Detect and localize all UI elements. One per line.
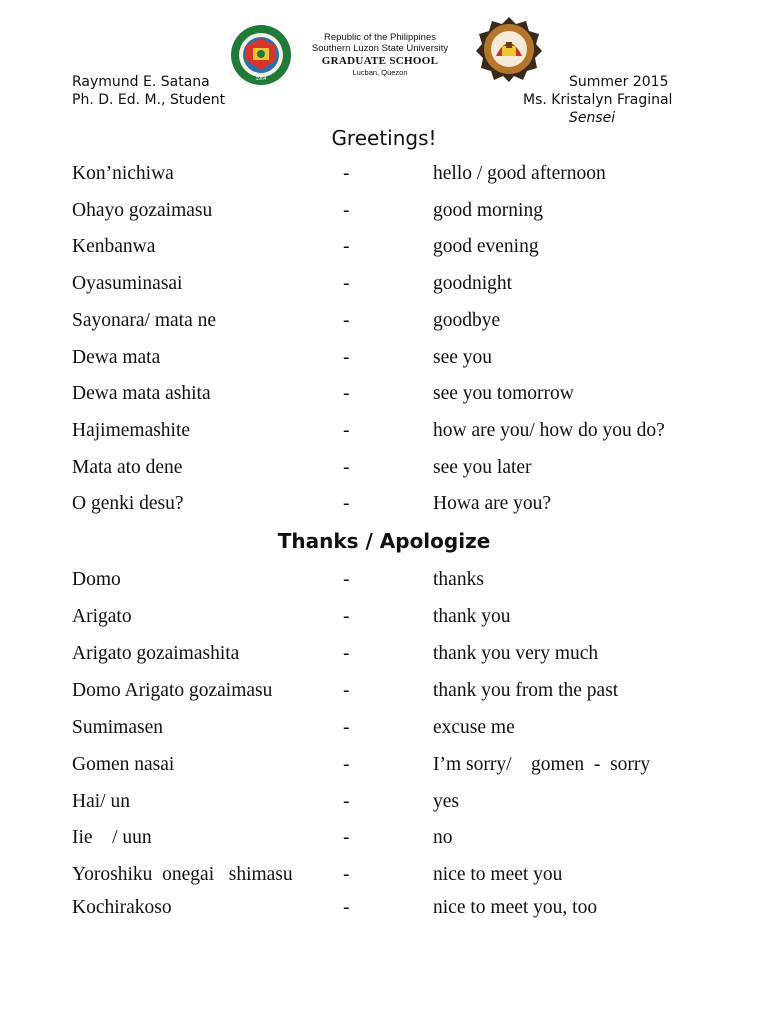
japanese-term: Hai/ un bbox=[72, 791, 130, 812]
japanese-term: Domo bbox=[72, 569, 121, 590]
institution-header bbox=[300, 32, 460, 78]
list-item bbox=[0, 236, 768, 262]
list-item bbox=[0, 754, 768, 780]
separator-dash: - bbox=[343, 310, 350, 331]
list-item bbox=[0, 791, 768, 817]
list-item bbox=[0, 493, 768, 519]
list-item bbox=[0, 569, 768, 595]
english-meaning: nice to meet you bbox=[433, 864, 563, 885]
list-item bbox=[0, 383, 768, 409]
japanese-term: Kon’nichiwa bbox=[72, 163, 174, 184]
english-meaning: good evening bbox=[433, 236, 539, 257]
japanese-term: Ohayo gozaimasu bbox=[72, 200, 213, 221]
english-meaning: thank you very much bbox=[433, 643, 599, 664]
japanese-term: Arigato gozaimashita bbox=[72, 643, 240, 664]
english-meaning: yes bbox=[433, 791, 459, 812]
japanese-term: Hajimemashite bbox=[72, 420, 191, 441]
separator-dash: - bbox=[343, 420, 350, 441]
english-meaning: good morning bbox=[433, 200, 543, 221]
list-item bbox=[0, 897, 768, 923]
english-meaning: I’m sorry/ gomen - sorry bbox=[433, 754, 651, 775]
list-item bbox=[0, 643, 768, 669]
separator-dash: - bbox=[343, 827, 350, 848]
list-item bbox=[0, 864, 768, 890]
japanese-term: Gomen nasai bbox=[72, 754, 175, 775]
teacher-title: Sensei bbox=[569, 110, 616, 126]
separator-dash: - bbox=[343, 457, 350, 478]
japanese-term: Kochirakoso bbox=[72, 897, 172, 918]
separator-dash: - bbox=[343, 897, 350, 918]
english-meaning: nice to meet you, too bbox=[433, 897, 598, 918]
list-item bbox=[0, 457, 768, 483]
japanese-term: Oyasuminasai bbox=[72, 273, 183, 294]
republic-line: Republic of the Philippines bbox=[324, 32, 436, 43]
list-item bbox=[0, 347, 768, 373]
thanks-apologize-title: Thanks / Apologize bbox=[277, 529, 491, 553]
japanese-term: O genki desu? bbox=[72, 493, 184, 514]
japanese-term: Mata ato dene bbox=[72, 457, 183, 478]
separator-dash: - bbox=[343, 754, 350, 775]
japanese-term: Sayonara/ mata ne bbox=[72, 310, 217, 331]
graduate-school-line: GRADUATE SCHOOL bbox=[321, 55, 439, 67]
japanese-term: Dewa mata ashita bbox=[72, 383, 211, 404]
japanese-term: Dewa mata bbox=[72, 347, 161, 368]
list-item bbox=[0, 606, 768, 632]
english-meaning: how are you/ how do you do? bbox=[433, 420, 665, 441]
separator-dash: - bbox=[343, 569, 350, 590]
separator-dash: - bbox=[343, 347, 350, 368]
separator-dash: - bbox=[343, 163, 350, 184]
author-role: Ph. D. Ed. M., Student bbox=[72, 92, 226, 108]
list-item bbox=[0, 200, 768, 226]
english-meaning: no bbox=[433, 827, 453, 848]
separator-dash: - bbox=[343, 236, 350, 257]
list-item bbox=[0, 273, 768, 299]
list-item bbox=[0, 163, 768, 189]
english-meaning: thank you from the past bbox=[433, 680, 619, 701]
english-meaning: see you later bbox=[433, 457, 532, 478]
separator-dash: - bbox=[343, 717, 350, 738]
english-meaning: see you bbox=[433, 347, 493, 368]
english-meaning: goodnight bbox=[433, 273, 513, 294]
separator-dash: - bbox=[343, 643, 350, 664]
term-label: Summer 2015 bbox=[569, 74, 669, 90]
separator-dash: - bbox=[343, 606, 350, 627]
author-name: Raymund E. Satana bbox=[72, 74, 210, 90]
english-meaning: thank you bbox=[433, 606, 511, 627]
list-item bbox=[0, 827, 768, 853]
japanese-term: Iie / uun bbox=[72, 827, 152, 848]
separator-dash: - bbox=[343, 680, 350, 701]
separator-dash: - bbox=[343, 493, 350, 514]
english-meaning: goodbye bbox=[433, 310, 501, 331]
english-meaning: see you tomorrow bbox=[433, 383, 574, 404]
japanese-term: Yoroshiku onegai shimasu bbox=[72, 864, 293, 885]
separator-dash: - bbox=[343, 383, 350, 404]
list-item bbox=[0, 680, 768, 706]
english-meaning: hello / good afternoon bbox=[433, 163, 606, 184]
teacher-name: Ms. Kristalyn Fraginal bbox=[523, 92, 673, 108]
university-line: Southern Luzon State University bbox=[311, 43, 449, 54]
separator-dash: - bbox=[343, 791, 350, 812]
english-meaning: Howa are you? bbox=[433, 493, 552, 514]
list-item bbox=[0, 717, 768, 743]
greetings-title: Greetings! bbox=[331, 126, 437, 150]
location-line: Lucban, Quezon bbox=[352, 68, 408, 77]
japanese-term: Sumimasen bbox=[72, 717, 163, 738]
english-meaning: thanks bbox=[433, 569, 484, 590]
graduate-school-seal-logo bbox=[476, 16, 542, 82]
japanese-term: Arigato bbox=[72, 606, 132, 627]
separator-dash: - bbox=[343, 864, 350, 885]
english-meaning: excuse me bbox=[433, 717, 515, 738]
separator-dash: - bbox=[343, 273, 350, 294]
japanese-term: Kenbanwa bbox=[72, 236, 156, 257]
list-item bbox=[0, 310, 768, 336]
japanese-term: Domo Arigato gozaimasu bbox=[72, 680, 273, 701]
seal-year: 1964 bbox=[255, 76, 267, 82]
list-item bbox=[0, 420, 768, 446]
university-seal-logo bbox=[230, 24, 292, 86]
separator-dash: - bbox=[343, 200, 350, 221]
